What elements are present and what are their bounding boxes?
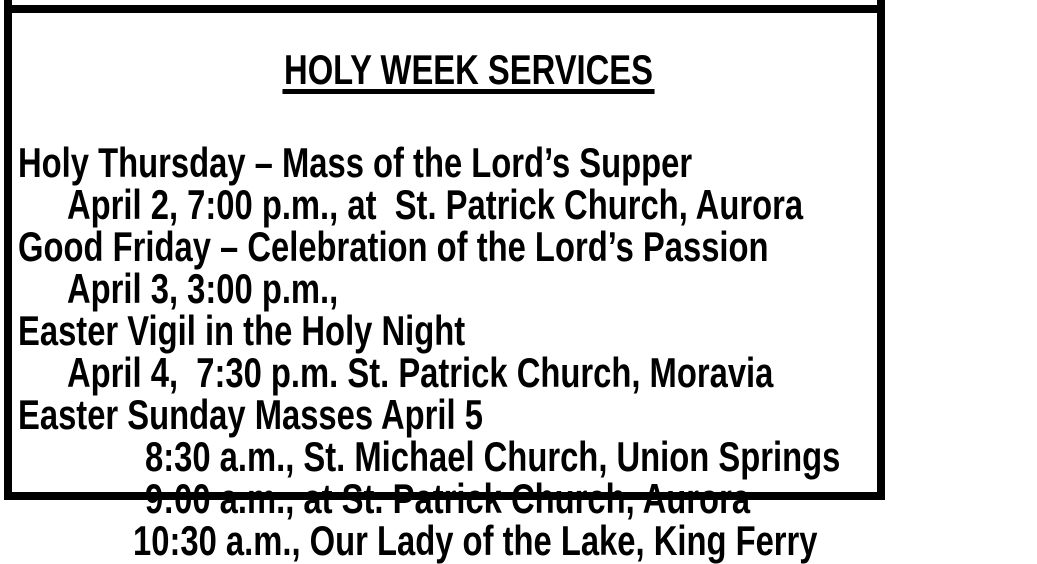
service-line-9 (12, 475, 877, 522)
announcement-box (4, 5, 885, 564)
service-line-2 (12, 181, 877, 228)
service-line-text: Good Friday – Celebration of the Lord’s Passion (18, 223, 769, 270)
panel-title-text: HOLY WEEK SERVICES (284, 46, 653, 93)
service-line-4 (12, 265, 877, 312)
service-line-6 (12, 349, 877, 396)
service-lines (12, 139, 877, 564)
service-line-text: April 4, 7:30 p.m. St. Patrick Church, Moravia (67, 349, 774, 396)
service-line-text: April 2, 7:00 p.m., at St. Patrick Church, Aurora (67, 181, 804, 228)
service-line-text: Easter Vigil in the Holy Night (18, 307, 466, 354)
service-line-text: 9:00 a.m., at St. Patrick Church, Aurora (145, 475, 751, 522)
service-line-5 (12, 307, 877, 354)
service-line-3 (12, 223, 877, 270)
service-line-text: 10:30 a.m., Our Lady of the Lake, King Ferry (133, 517, 818, 564)
service-line-text: 8:30 a.m., St. Michael Church, Union Springs (145, 433, 841, 480)
service-line-8 (12, 433, 877, 480)
service-line-text: Easter Sunday Masses April 5 (18, 391, 483, 438)
service-line-text: April 3, 3:00 p.m., (67, 265, 339, 312)
panel-title (1, 13, 866, 132)
announcement-content (12, 13, 877, 564)
service-line-1 (12, 139, 877, 186)
service-line-text: Holy Thursday – Mass of the Lord’s Supper (18, 139, 693, 186)
service-line-7 (12, 391, 877, 438)
service-line-10 (12, 517, 877, 564)
